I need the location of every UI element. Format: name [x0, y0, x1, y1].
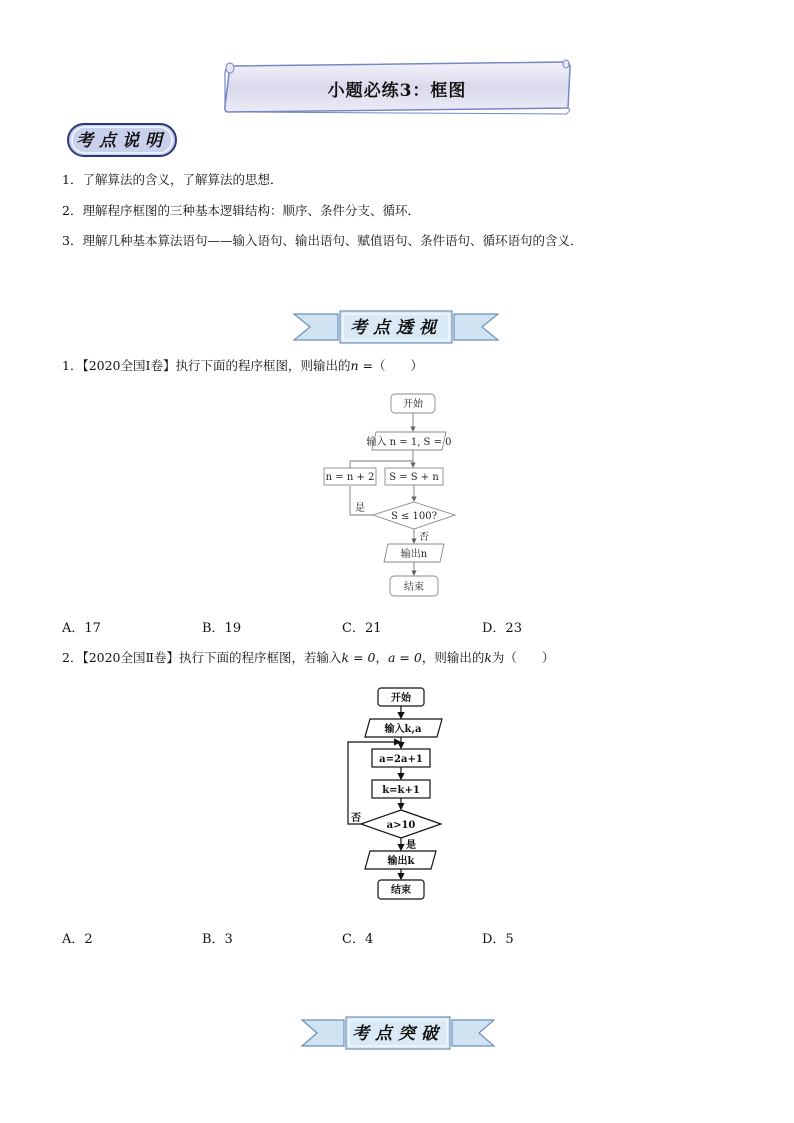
question-1-tail: =（ ） — [358, 358, 423, 373]
ribbon-label-2: 考点突破 — [352, 1024, 444, 1044]
ribbon-label: 考点透视 — [350, 318, 442, 338]
intro-line-3: 3．理解几种基本算法语句——输入语句、输出语句、赋值语句、条件语句、循环语句的含义． — [62, 233, 583, 248]
question-2-cond-k: k = 0 — [341, 650, 376, 665]
page-title: 小题必练3：框图 — [327, 81, 467, 101]
q1-option-a: A．17 — [62, 621, 101, 636]
question-2-mid: ，则输出的 — [421, 650, 485, 665]
question-1-text — [62, 358, 423, 374]
fc1-cond-label: S ≤ 100? — [390, 511, 438, 522]
fc2-output-label: 输出k — [387, 856, 415, 867]
question-2-stem: 2．【2020全国Ⅱ卷】执行下面的程序框图，若输入 — [62, 650, 342, 665]
fc1-update-label: n = n + 2 — [325, 472, 375, 483]
badge-label: 考点说明 — [76, 131, 168, 151]
fc1-end-label: 结束 — [404, 582, 424, 593]
fc2-yes-label: 是 — [406, 840, 416, 851]
fc2-assign1-label: a=2a+1 — [379, 754, 423, 765]
flowchart-2 — [340, 685, 450, 903]
q1-option-b: B．19 — [202, 621, 242, 636]
section-ribbon-kaodian-toushi — [292, 308, 500, 346]
q2-option-c: C．4 — [342, 932, 374, 947]
question-1-stem: 1．【2020全国Ⅰ卷】执行下面的程序框图，则输出的 — [62, 358, 351, 373]
flowchart-1 — [318, 390, 478, 602]
section-ribbon-kaodian-tupo — [300, 1014, 496, 1052]
question-2-tail: 为（ ） — [491, 650, 555, 665]
fc1-output-label: 输出n — [400, 549, 428, 560]
fc1-input-label: 输入 n = 1, S = 0 — [366, 437, 452, 448]
question-1-var: n — [350, 358, 359, 373]
fc2-input-label: 输入k,a — [384, 724, 422, 735]
question-2-text — [62, 650, 554, 666]
question-2-sep: ， — [375, 650, 388, 665]
q1-option-c: C．21 — [342, 621, 382, 636]
fc1-assign-label: S = S + n — [389, 472, 439, 483]
fc2-end-label: 结束 — [391, 885, 411, 896]
q2-option-d: D．5 — [482, 932, 514, 947]
fc2-cond-label: a>10 — [386, 820, 416, 831]
fc2-start-label: 开始 — [391, 693, 411, 704]
q1-option-d: D．23 — [482, 621, 522, 636]
fc1-yes-label: 是 — [355, 503, 365, 514]
intro-line-2: 2．理解程序框图的三种基本逻辑结构：顺序、条件分支、循环． — [62, 203, 420, 218]
question-2-var: k — [484, 650, 492, 665]
fc2-assign2-label: k=k+1 — [382, 785, 420, 796]
intro-line-1: 1．了解算法的含义，了解算法的思想． — [62, 172, 283, 187]
section-badge-kaodian-shuoming — [66, 122, 178, 158]
fc2-no-label: 否 — [351, 813, 361, 824]
q2-option-a: A．2 — [62, 932, 93, 947]
q2-option-b: B．3 — [202, 932, 233, 947]
question-2-cond-a: a = 0 — [387, 650, 422, 665]
fc1-start-label: 开始 — [403, 399, 423, 410]
fc1-no-label: 否 — [419, 532, 429, 543]
